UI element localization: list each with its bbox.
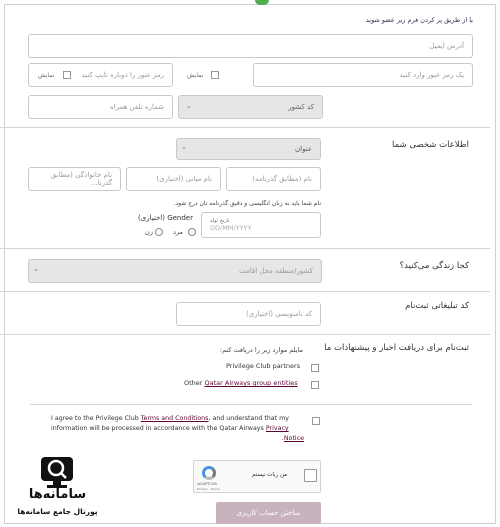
personal-info-title: اطلاعات شخصی شما [392, 140, 469, 150]
recaptcha-label: من ربات نیستم [252, 472, 288, 478]
phone-input[interactable] [28, 95, 173, 119]
samaneha-logo-icon [38, 455, 78, 489]
promo-code-placeholder: کد نامنویسی (اختیاری) [246, 310, 312, 318]
offers-prompt: مایلم موارد زیر را دریافت کنم: [219, 346, 303, 354]
middle-name-placeholder: نام میانی (اختیاری) [156, 175, 212, 183]
dob-input[interactable] [201, 212, 321, 238]
name-note: نام شما باید به زبان انگلیسی و دقیق گذرنامه تان درج شود. [173, 200, 321, 207]
gender-male-radio[interactable] [188, 228, 196, 236]
other-entities-prefix: Other [184, 379, 205, 387]
phone-placeholder: شماره تلفن همراه [110, 103, 164, 111]
middle-name-input[interactable] [126, 167, 221, 191]
offers-title: ثبت‌نام برای دریافت اخبار و پیشنهادات ما [324, 343, 469, 353]
recaptcha-sub: Privacy - Terms [197, 487, 220, 491]
confirm-password-placeholder: رمز عبور را دوباره تایپ کنید [81, 71, 164, 79]
gender-female-label: زن [145, 228, 153, 236]
divider [0, 248, 490, 249]
recaptcha-checkbox[interactable] [304, 469, 317, 482]
password-input[interactable] [253, 63, 473, 87]
recaptcha-brand: reCAPTCHA [197, 482, 217, 486]
dob-label: تاریخ تولد [210, 218, 230, 224]
terms-text [51, 414, 306, 444]
qatar-group-entities-link[interactable]: Qatar Airways group entities [204, 379, 298, 387]
chevron-down-icon: ⌄ [33, 265, 39, 273]
country-code-select[interactable] [178, 95, 323, 119]
promo-title: کد تبلیغاتی ثبت‌نام [405, 301, 469, 311]
privacy-link-part1[interactable]: Privacy [265, 425, 289, 432]
residence-country-select[interactable] [28, 259, 322, 283]
recaptcha-logo-icon [202, 466, 216, 480]
residence-title: کجا زندگی می‌کنید؟ [399, 261, 469, 271]
last-name-input[interactable] [28, 167, 121, 191]
terms-line-1 [51, 414, 306, 424]
salutation-label: عنوان [295, 145, 312, 153]
email-placeholder: آدرس ایمیل [429, 42, 464, 50]
password-placeholder: یک رمز عبور وارد کنید [399, 71, 464, 79]
divider [0, 127, 490, 128]
divider [30, 404, 472, 405]
join-instruction: یا از طریق پر کردن فرم زیر عضو شوید [365, 16, 473, 24]
gender-label: Gender (اختیاری) [138, 214, 193, 222]
other-entities-option [184, 379, 298, 387]
create-account-label: ساختن حساب کاربری [236, 509, 301, 517]
privacy-link-part2[interactable]: Notice [283, 435, 304, 442]
terms-prefix: I agree to the Privilege Club [51, 415, 141, 422]
show-password-label: نمایش [187, 72, 204, 79]
terms-link[interactable]: Terms and Conditions [140, 415, 209, 422]
terms-line-2 [51, 424, 306, 434]
salutation-select[interactable] [176, 138, 321, 160]
last-name-placeholder: نام خانوادگی (مطابق گذرنا... [50, 171, 112, 187]
terms-checkbox[interactable] [312, 417, 320, 425]
first-name-input[interactable] [226, 167, 321, 191]
show-password-checkbox[interactable] [211, 71, 219, 79]
gender-male-label: مرد [173, 228, 183, 236]
dob-placeholder: DD/MM/YYYY [210, 224, 252, 232]
show-confirm-password-checkbox[interactable] [63, 71, 71, 79]
gender-female-radio[interactable] [155, 228, 163, 236]
partners-checkbox[interactable] [311, 364, 319, 372]
divider [0, 291, 490, 292]
terms-line-3 [51, 434, 306, 444]
terms-line2-text: information will be processed in accordance with the Qatar Airways [51, 425, 266, 432]
create-account-button[interactable] [216, 502, 321, 524]
terms-suffix: , and understand that my [208, 415, 289, 422]
divider [0, 334, 490, 335]
email-input[interactable] [28, 34, 473, 58]
samaneha-watermark [10, 455, 105, 525]
chevron-down-icon: ⌄ [181, 143, 187, 151]
recaptcha-widget[interactable] [193, 460, 321, 493]
other-entities-checkbox[interactable] [311, 381, 319, 389]
watermark-tagline: پورتال جامع سامانه‌ها [17, 507, 98, 516]
promo-code-input[interactable] [176, 302, 321, 326]
partners-option-label: Privilege Club partners [226, 362, 301, 370]
country-code-label: کد کشور [288, 103, 314, 111]
terms-period: . [281, 435, 284, 442]
residence-country-placeholder: کشور/منطقه محل اقامت [239, 267, 313, 275]
first-name-placeholder: نام (مطابق گذرنامه) [252, 175, 312, 183]
show-confirm-password-label: نمایش [38, 72, 55, 79]
chevron-down-icon: ⌄ [186, 102, 192, 110]
watermark-name: سامانه‌ها [28, 487, 87, 502]
